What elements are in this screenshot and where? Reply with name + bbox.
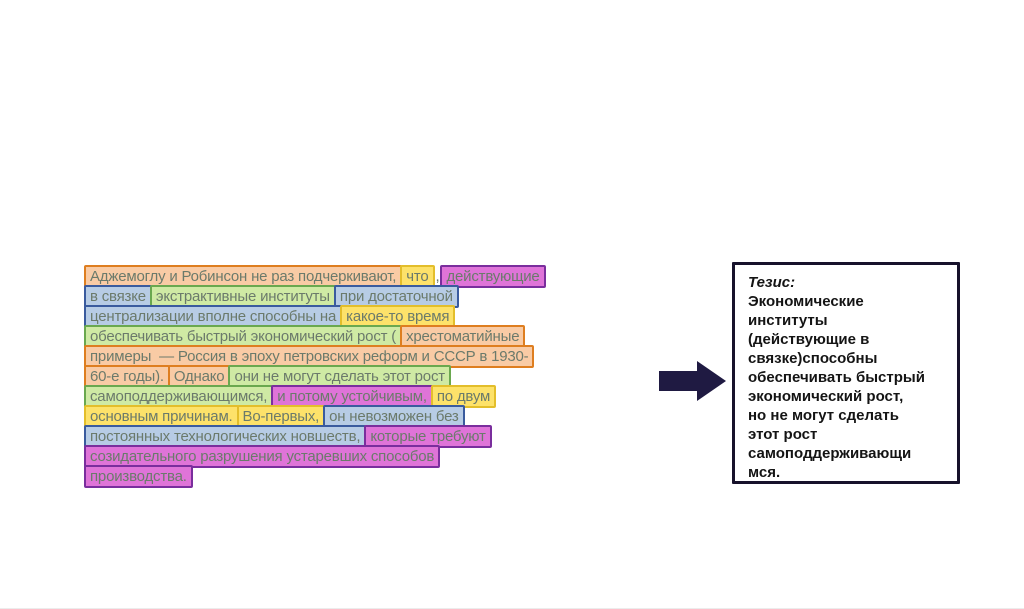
highlight-segment-magenta: которые требуют [364, 425, 491, 448]
thesis-text-line: связке)способны [748, 350, 878, 367]
highlight-segment-orange: примеры — Россия в эпоху петровских реформ и СССР в 1930- [84, 345, 534, 368]
thesis-text-line: институты [748, 312, 828, 329]
highlight-segment-yellow: что [400, 265, 434, 288]
highlight-segment-green: обеспечивать быстрый экономический рост ( [84, 325, 402, 348]
thesis-text-line: экономический рост, [748, 388, 904, 405]
highlight-segment-orange: хрестоматийные [400, 325, 525, 348]
highlight-segment-orange: Однако [168, 365, 231, 388]
right-arrow-shape [657, 358, 729, 404]
highlight-segment-yellow: основным причинам. [84, 405, 239, 428]
right-arrow-icon [657, 358, 729, 404]
text-line [84, 465, 664, 488]
highlight-segment-green: экстрактивные институты [150, 285, 336, 308]
highlight-segment-blue: он невозможен без [323, 405, 465, 428]
highlight-segment-green: они не могут сделать этот рост [228, 365, 450, 388]
highlight-segment-magenta: созидательного разрушения устаревших способов [84, 445, 440, 468]
plain-text-segment: , [435, 268, 440, 285]
thesis-text-line: самоподдерживающи [748, 445, 912, 462]
thesis-text-line: (действующие в [748, 331, 870, 348]
highlight-segment-yellow: Во-первых, [237, 405, 326, 428]
highlight-segment-blue: централизации вполне способны на [84, 305, 342, 328]
highlight-segment-orange: 60-е годы). [84, 365, 170, 388]
highlight-segment-blue: в связке [84, 285, 152, 308]
thesis-text-line: мся. [748, 464, 781, 481]
highlight-segment-blue: при достаточной [334, 285, 459, 308]
highlight-segment-magenta: производства. [84, 465, 193, 488]
highlight-segment-yellow: какое-то время [340, 305, 455, 328]
highlight-segment-blue: постоянных технологических новшеств, [84, 425, 366, 448]
thesis-box-body [748, 292, 947, 482]
highlight-segment-magenta: действующие [440, 265, 545, 288]
thesis-box-title: Тезис: [748, 274, 796, 291]
highlighted-text-block [84, 265, 664, 485]
thesis-text-line: этот рост [748, 426, 818, 443]
thesis-text-line: обеспечивать быстрый [748, 369, 925, 386]
thesis-text-line: но не могут сделать [748, 407, 899, 424]
highlight-segment-magenta: и потому устойчивым, [271, 385, 433, 408]
thesis-text-line: Экономические [748, 293, 864, 310]
thesis-box [732, 262, 960, 484]
highlight-segment-yellow: по двум [431, 385, 496, 408]
highlight-segment-orange: Аджемоглу и Робинсон не раз подчеркивают, [84, 265, 402, 288]
highlight-segment-green: самоподдерживающимся, [84, 385, 273, 408]
